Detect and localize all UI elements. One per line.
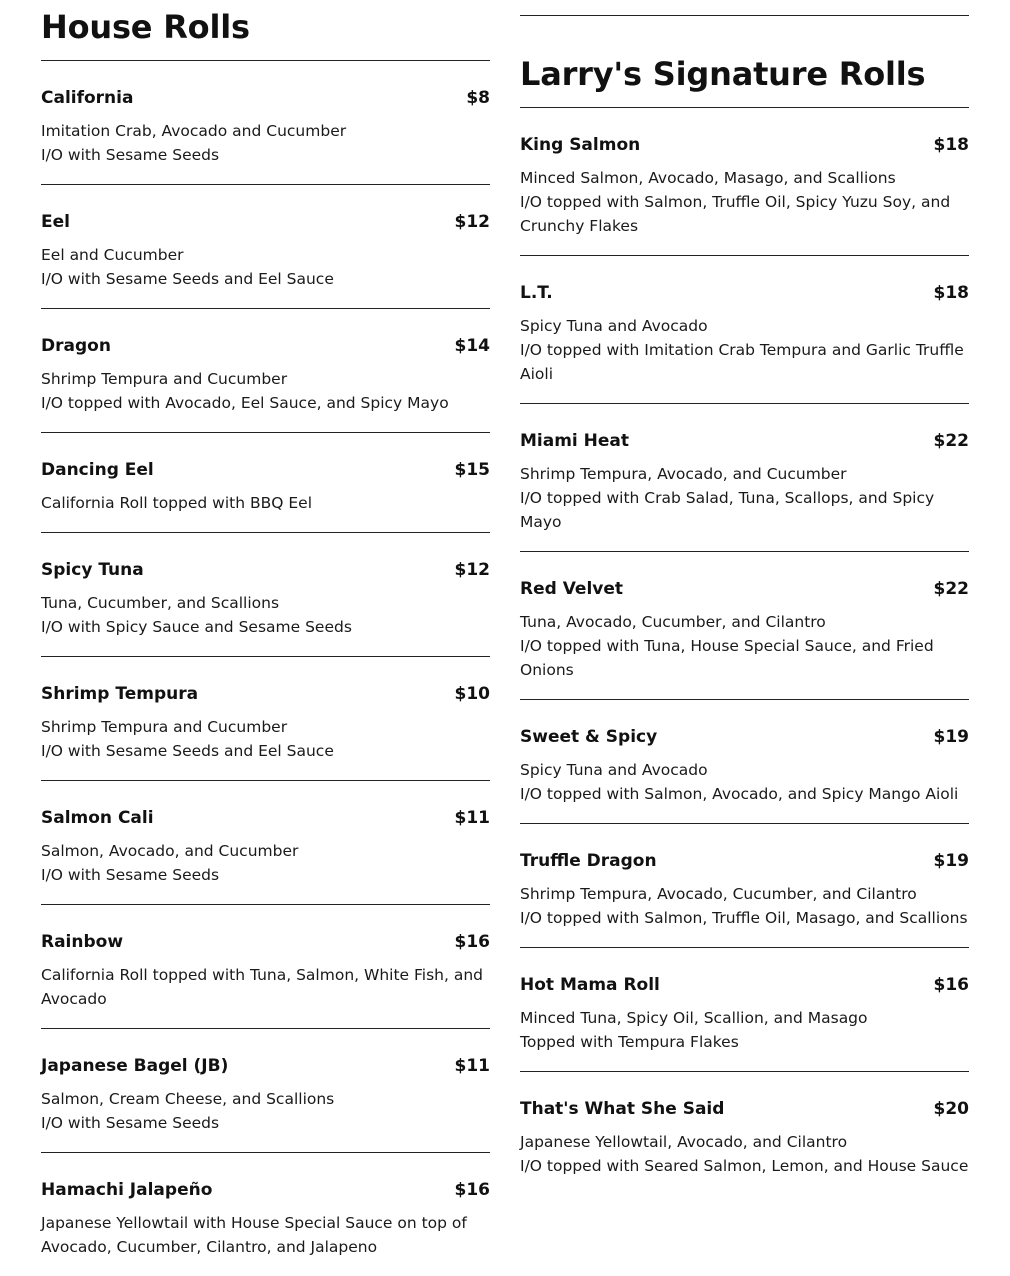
description-line: Minced Salmon, Avocado, Masago, and Scallions bbox=[520, 169, 896, 187]
description-line: Eel and Cucumber bbox=[41, 246, 184, 264]
menu-item-description bbox=[41, 491, 490, 515]
menu-item-description bbox=[41, 243, 490, 291]
menu-item-description bbox=[520, 882, 969, 930]
menu-item-price: $12 bbox=[454, 212, 490, 232]
menu-item-header bbox=[520, 283, 969, 303]
description-line: Tuna, Cucumber, and Scallions bbox=[41, 594, 280, 612]
menu-item-name: Rainbow bbox=[41, 932, 124, 952]
description-line: I/O topped with Avocado, Eel Sauce, and Spicy Mayo bbox=[41, 394, 449, 412]
menu-item-name: Spicy Tuna bbox=[41, 560, 144, 580]
description-line: Shrimp Tempura and Cucumber bbox=[41, 370, 288, 388]
description-line: I/O with Sesame Seeds bbox=[41, 866, 220, 884]
menu-item-price: $22 bbox=[933, 431, 969, 451]
description-line: Salmon, Cream Cheese, and Scallions bbox=[41, 1090, 335, 1108]
menu-item bbox=[520, 551, 969, 699]
menu-item-description bbox=[520, 1130, 969, 1178]
section-title-signature-rolls: Larry's Signature Rolls bbox=[520, 55, 926, 93]
menu-item-header bbox=[41, 932, 490, 952]
menu-item bbox=[41, 532, 490, 656]
description-line: I/O topped with Salmon, Truffle Oil, Spicy Yuzu Soy, and Crunchy Flakes bbox=[520, 193, 951, 235]
menu-item-price: $11 bbox=[454, 808, 490, 828]
description-line: I/O topped with Salmon, Truffle Oil, Masago, and Scallions bbox=[520, 909, 968, 927]
description-line: I/O with Sesame Seeds and Eel Sauce bbox=[41, 270, 334, 288]
menu-item bbox=[41, 184, 490, 308]
menu-item-name: Miami Heat bbox=[520, 431, 630, 451]
menu-item-price: $11 bbox=[454, 1056, 490, 1076]
menu-item bbox=[41, 1028, 490, 1152]
menu-item-description bbox=[520, 314, 969, 386]
description-line: I/O topped with Crab Salad, Tuna, Scallops, and Spicy Mayo bbox=[520, 489, 935, 531]
menu-item-name: That's What She Said bbox=[520, 1099, 725, 1119]
menu-item-header bbox=[41, 1180, 490, 1200]
description-line: Topped with Tempura Flakes bbox=[520, 1033, 739, 1051]
menu-item-description bbox=[41, 1211, 490, 1259]
description-line: Spicy Tuna and Avocado bbox=[520, 317, 708, 335]
menu-item-price: $18 bbox=[933, 135, 969, 155]
menu-item-name: California bbox=[41, 88, 134, 108]
menu-item-price: $16 bbox=[933, 975, 969, 995]
menu-item-price: $16 bbox=[454, 932, 490, 952]
menu-item bbox=[41, 904, 490, 1028]
menu-item-price: $18 bbox=[933, 283, 969, 303]
menu-item-price: $16 bbox=[454, 1180, 490, 1200]
menu-item-price: $19 bbox=[933, 727, 969, 747]
description-line: I/O topped with Imitation Crab Tempura and Garlic Truffle Aioli bbox=[520, 341, 964, 383]
description-line: Shrimp Tempura, Avocado, and Cucumber bbox=[520, 465, 847, 483]
menu-item-description bbox=[520, 1006, 969, 1054]
menu-item-price: $10 bbox=[454, 684, 490, 704]
menu-item-name: King Salmon bbox=[520, 135, 641, 155]
menu-item bbox=[520, 403, 969, 551]
menu-item bbox=[520, 255, 969, 403]
menu-item-name: Hot Mama Roll bbox=[520, 975, 660, 995]
menu-item-description bbox=[41, 715, 490, 763]
description-line: Minced Tuna, Spicy Oil, Scallion, and Masago bbox=[520, 1009, 868, 1027]
menu-item-name: Dragon bbox=[41, 336, 111, 356]
menu-item-price: $14 bbox=[454, 336, 490, 356]
menu-item-description bbox=[41, 963, 490, 1011]
menu-item-description bbox=[41, 367, 490, 415]
menu-item-description bbox=[520, 462, 969, 534]
menu-item-price: $15 bbox=[454, 460, 490, 480]
description-line: I/O with Sesame Seeds and Eel Sauce bbox=[41, 742, 334, 760]
menu-item-name: Hamachi Jalapeño bbox=[41, 1180, 213, 1200]
menu-item bbox=[41, 308, 490, 432]
menu-item bbox=[41, 1152, 490, 1276]
menu-item-header bbox=[520, 579, 969, 599]
menu-item-description bbox=[520, 758, 969, 806]
description-line: I/O topped with Salmon, Avocado, and Spicy Mango Aioli bbox=[520, 785, 959, 803]
menu-item-description bbox=[520, 610, 969, 682]
menu-item bbox=[41, 432, 490, 532]
menu-item-price: $22 bbox=[933, 579, 969, 599]
menu-item-description bbox=[41, 839, 490, 887]
menu-item-name: Dancing Eel bbox=[41, 460, 154, 480]
menu-item-name: Truffle Dragon bbox=[520, 851, 657, 871]
menu-item-header bbox=[41, 1056, 490, 1076]
menu-item-description bbox=[41, 591, 490, 639]
menu-item bbox=[520, 947, 969, 1071]
description-line: Salmon, Avocado, and Cucumber bbox=[41, 842, 299, 860]
menu-item-header bbox=[520, 727, 969, 747]
description-line: I/O topped with Tuna, House Special Sauce, and Fried Onions bbox=[520, 637, 934, 679]
menu-item-name: Sweet & Spicy bbox=[520, 727, 658, 747]
description-line: I/O topped with Seared Salmon, Lemon, and House Sauce bbox=[520, 1157, 969, 1175]
menu-item bbox=[41, 60, 490, 184]
menu-item bbox=[520, 699, 969, 823]
menu-item-price: $20 bbox=[933, 1099, 969, 1119]
description-line: Shrimp Tempura and Cucumber bbox=[41, 718, 288, 736]
description-line: Tuna, Avocado, Cucumber, and Cilantro bbox=[520, 613, 826, 631]
menu-item-description bbox=[41, 1087, 490, 1135]
menu-item bbox=[41, 780, 490, 904]
description-line: I/O with Spicy Sauce and Sesame Seeds bbox=[41, 618, 352, 636]
menu-item-header bbox=[520, 135, 969, 155]
menu-item-header bbox=[41, 212, 490, 232]
description-line: California Roll topped with Tuna, Salmon, White Fish, and Avocado bbox=[41, 966, 483, 1008]
menu-item-header bbox=[520, 975, 969, 995]
description-line: I/O with Sesame Seeds bbox=[41, 1114, 220, 1132]
menu-item-header bbox=[520, 431, 969, 451]
house-rolls-list bbox=[41, 60, 490, 1276]
menu-item bbox=[520, 107, 969, 255]
description-line: Japanese Yellowtail with House Special Sauce on top of Avocado, Cucumber, Cilantro, and Jalapeno bbox=[41, 1214, 467, 1256]
menu-item-header bbox=[41, 88, 490, 108]
menu-item-price: $8 bbox=[466, 88, 490, 108]
menu-item bbox=[520, 823, 969, 947]
menu-item-name: Shrimp Tempura bbox=[41, 684, 199, 704]
description-line: Spicy Tuna and Avocado bbox=[520, 761, 708, 779]
menu-item-header bbox=[41, 336, 490, 356]
menu-item-name: Japanese Bagel (JB) bbox=[41, 1056, 229, 1076]
menu-item-description bbox=[41, 119, 490, 167]
menu-item-name: Eel bbox=[41, 212, 70, 232]
menu-item-header bbox=[41, 560, 490, 580]
description-line: Japanese Yellowtail, Avocado, and Cilantro bbox=[520, 1133, 848, 1151]
menu-item bbox=[520, 1071, 969, 1195]
house-rolls-section bbox=[41, 0, 490, 1276]
menu-item-name: L.T. bbox=[520, 283, 553, 303]
menu-item-header bbox=[41, 460, 490, 480]
menu-item-price: $12 bbox=[454, 560, 490, 580]
menu-item bbox=[41, 656, 490, 780]
menu-item-header bbox=[41, 808, 490, 828]
signature-rolls-list bbox=[520, 107, 969, 1195]
section-title-house-rolls: House Rolls bbox=[41, 8, 250, 46]
signature-rolls-section bbox=[520, 0, 969, 1195]
menu-item-header bbox=[520, 851, 969, 871]
description-line: California Roll topped with BBQ Eel bbox=[41, 494, 313, 512]
menu-item-header bbox=[520, 1099, 969, 1119]
menu-item-description bbox=[520, 166, 969, 238]
menu-item-header bbox=[41, 684, 490, 704]
menu-item-name: Salmon Cali bbox=[41, 808, 154, 828]
description-line: Shrimp Tempura, Avocado, Cucumber, and Cilantro bbox=[520, 885, 917, 903]
menu-item-name: Red Velvet bbox=[520, 579, 624, 599]
description-line: I/O with Sesame Seeds bbox=[41, 146, 220, 164]
menu-item-price: $19 bbox=[933, 851, 969, 871]
description-line: Imitation Crab, Avocado and Cucumber bbox=[41, 122, 347, 140]
